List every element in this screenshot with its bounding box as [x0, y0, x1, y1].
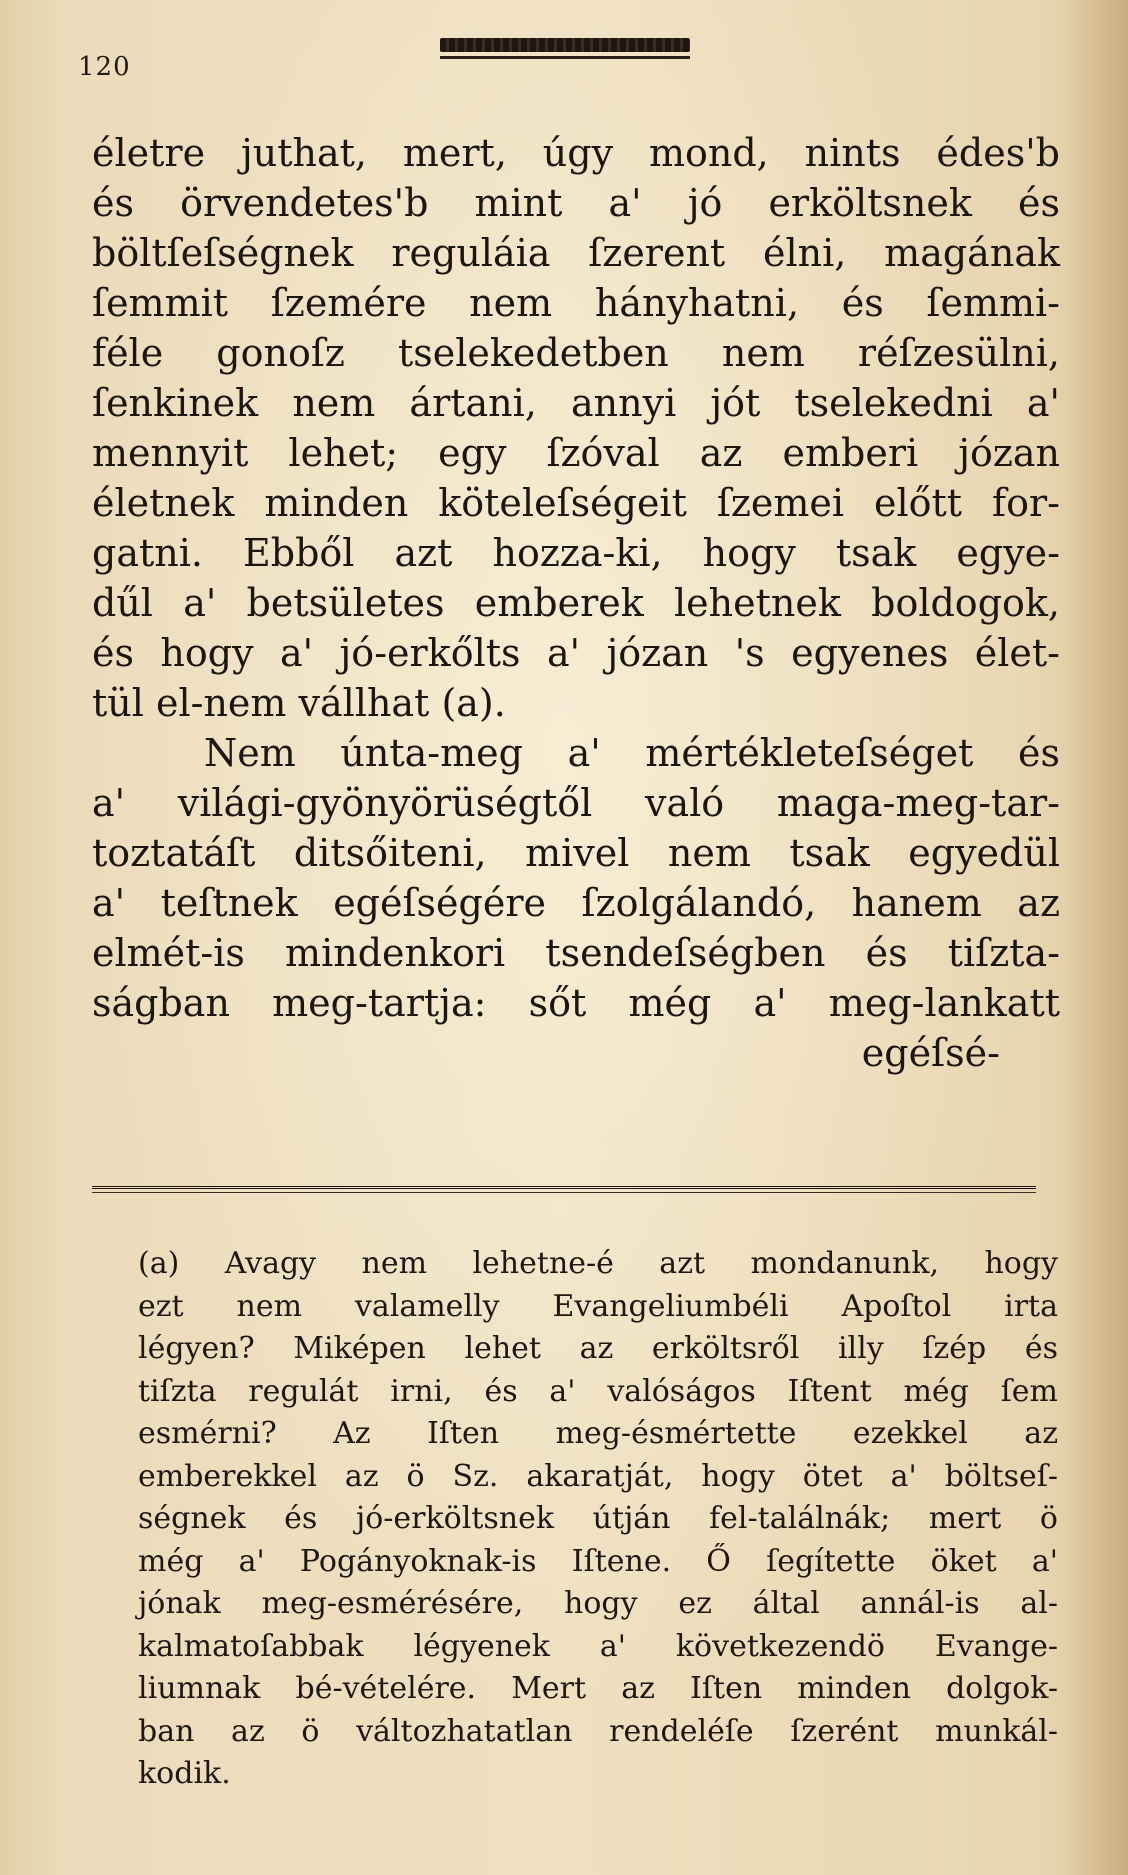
- text-line: féle gonoſz tselekedetben nem réſzesülni,: [92, 331, 1060, 375]
- footnote-line: jónak meg-esmérésére, hogy ez által annál-is al-: [138, 1586, 1058, 1621]
- footnote-line: liumnak bé-vételére. Mert az Iſten minden dolgok-: [138, 1671, 1058, 1706]
- text-line: életnek minden köteleſségeit ſzemei előtt for-: [92, 481, 1060, 525]
- footnote-line: ségnek és jó-erköltsnek útján fel-találnák; mert ö: [138, 1501, 1058, 1536]
- text-line: böltſeſségnek reguláia ſzerent élni, magának: [92, 231, 1060, 275]
- footnote: [138, 1243, 1058, 1796]
- text-line: a' világi-gyönyörüségtől való maga-meg-tar-: [92, 781, 1060, 825]
- text-line: életre juthat, mert, úgy mond, nints édes'b: [92, 131, 1060, 175]
- text-line: dűl a' betsületes emberek lehetnek boldogok,: [92, 581, 1060, 625]
- footnote-line: ban az ö változhatatlan rendeléſe ſzerént munkál-: [138, 1713, 1058, 1749]
- footnote-divider-underline: [92, 1192, 1036, 1193]
- header-ornament: [440, 38, 690, 52]
- page-edge-shadow: [1068, 0, 1128, 1875]
- text-line: elmét-is mindenkori tsendeſségben és tiſzta-: [92, 931, 1060, 975]
- footnote-line: légyen? Miképen lehet az erköltsről illy ſzép és: [138, 1331, 1058, 1366]
- text-line: ſenkinek nem ártani, annyi jót tselekedni a': [92, 381, 1060, 425]
- footnote-line: (a) Avagy nem lehetne-é azt mondanunk, hogy: [138, 1246, 1058, 1281]
- page-number: 120: [78, 52, 131, 82]
- footnote-line: emberekkel az ö Sz. akaratját, hogy ötet a' böltseſ-: [138, 1458, 1058, 1494]
- text-line: ſemmit ſzemére nem hányhatni, és ſemmi-: [92, 281, 1060, 325]
- text-line: mennyit lehet; egy ſzóval az emberi józan: [92, 431, 1060, 475]
- text-line: és örvendetes'b mint a' jó erköltsnek és: [92, 181, 1060, 225]
- text-line: toztatáſt ditsőiteni, mivel nem tsak egyedül: [92, 831, 1060, 875]
- footnote-line: esmérni? Az Iſten meg-ésmértette ezekkel az: [138, 1416, 1058, 1451]
- text-line: és hogy a' jó-erkőlts a' józan 's egyenes élet-: [92, 631, 1060, 675]
- text-line: ságban meg-tartja: sőt még a' meg-lankatt: [92, 981, 1060, 1025]
- footnote-divider: [92, 1186, 1036, 1189]
- paragraph-start-line: Nem únta-meg a' mértékleteſséget és: [204, 731, 1060, 775]
- footnote-line: kodik.: [138, 1756, 231, 1791]
- header-ornament-line: [440, 56, 690, 59]
- footnote-line: még a' Pogányoknak-is Iſtene. Ő ſegítette öket a': [138, 1543, 1058, 1579]
- text-line: gatni. Ebből azt hozza-ki, hogy tsak egye-: [92, 531, 1060, 575]
- footnote-line: kalmatoſabbak légyenek a' következendö Evange-: [138, 1628, 1058, 1664]
- footnote-line: tiſzta regulát irni, és a' valóságos Iſtent még ſem: [138, 1373, 1058, 1409]
- catchword: egéſsé-: [861, 1031, 1000, 1075]
- text-line: a' teſtnek egéſségére ſzolgálandó, hanem az: [92, 881, 1060, 925]
- footnote-line: ezt nem valamelly Evangeliumbéli Apoſtol irta: [138, 1288, 1058, 1324]
- text-line: tül el-nem vállhat (a).: [92, 681, 506, 725]
- main-text: [92, 128, 1060, 1078]
